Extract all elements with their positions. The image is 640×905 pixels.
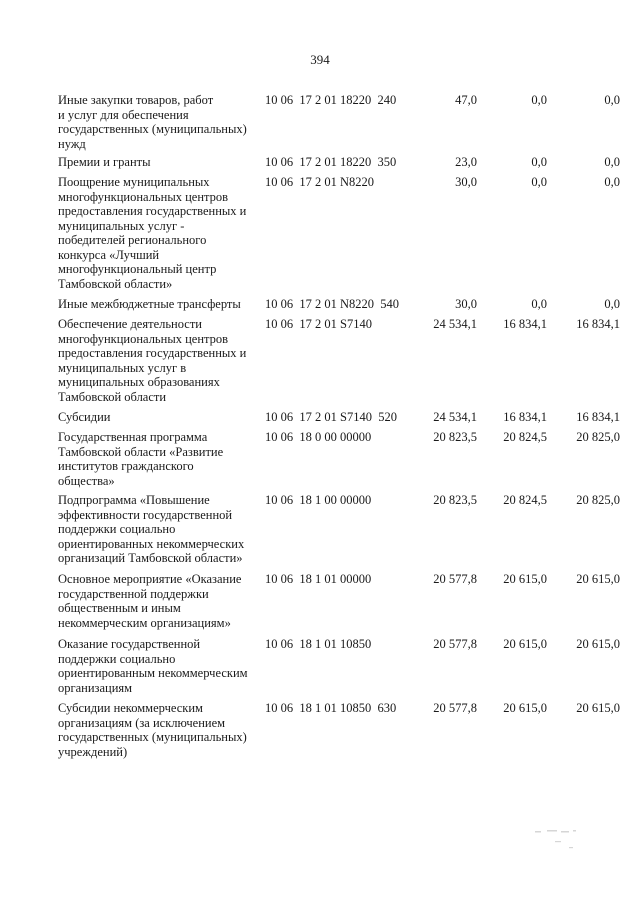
row-code: 10 06 18 1 01 10850: [265, 637, 372, 651]
row-value-2: 20 615,0: [503, 701, 547, 715]
row-value-3: 0,0: [604, 297, 620, 311]
row-name: Государственная программа Тамбовской области «Развитие институтов гражданского общества»: [58, 430, 224, 488]
row-value-1: 30,0: [455, 175, 477, 189]
row-code: 10 06 17 2 01 18220 240: [265, 93, 397, 107]
row-name: Основное мероприятие «Оказание государственной поддержки общественным и иным некоммерческим организациям»: [58, 572, 242, 630]
row-code: 10 06 18 1 01 10850 630: [265, 701, 397, 715]
row-value-2: 20 615,0: [503, 572, 547, 586]
row-name: Субсидии некоммерческим организациям (за исключением государственных (муниципальных) учреждений): [58, 701, 247, 759]
row-value-3: 16 834,1: [576, 410, 620, 424]
row-value-2: 20 824,5: [503, 430, 547, 444]
row-value-1: 20 577,8: [433, 572, 477, 586]
row-name: Иные межбюджетные трансферты: [58, 297, 241, 311]
row-code: 10 06 17 2 01 N8220 540: [265, 297, 400, 311]
row-value-2: 20 615,0: [503, 637, 547, 651]
row-name: Премии и гранты: [58, 155, 151, 169]
row-value-2: 20 824,5: [503, 493, 547, 507]
scan-smudge: [533, 825, 593, 865]
row-name: Подпрограмма «Повышение эффективности государственной поддержки социально ориентированных некоммерческих организаций Тамбовской области»: [58, 493, 245, 565]
row-value-1: 20 823,5: [433, 430, 477, 444]
row-value-3: 0,0: [604, 175, 620, 189]
row-value-3: 20 825,0: [576, 493, 620, 507]
row-name: Обеспечение деятельности многофункциональных центров предоставления государственных и муниципальных услуг в муниципальных образованиях Тамбовской области: [58, 317, 247, 404]
row-value-3: 20 615,0: [576, 572, 620, 586]
row-value-1: 20 823,5: [433, 493, 477, 507]
row-name: Поощрение муниципальных многофункциональных центров предоставления государственных и муниципальных услуг - победителей регионального конкурса «Лучший многофункциональный центр Тамбовской области»: [58, 175, 247, 291]
row-value-3: 0,0: [604, 155, 620, 169]
row-code: 10 06 17 2 01 S7140 520: [265, 410, 397, 424]
row-code: 10 06 18 0 00 00000: [265, 430, 372, 444]
row-value-1: 24 534,1: [433, 317, 477, 331]
row-value-1: 47,0: [455, 93, 477, 107]
row-value-3: 20 615,0: [576, 637, 620, 651]
row-value-3: 20 825,0: [576, 430, 620, 444]
row-value-1: 20 577,8: [433, 637, 477, 651]
row-value-2: 0,0: [531, 93, 547, 107]
row-value-1: 30,0: [455, 297, 477, 311]
row-value-3: 0,0: [604, 93, 620, 107]
row-code: 10 06 18 1 00 00000: [265, 493, 372, 507]
row-value-2: 0,0: [531, 155, 547, 169]
row-name: Иные закупки товаров, работ и услуг для обеспечения государственных (муниципальных) нужд: [58, 93, 247, 151]
row-name: Субсидии: [58, 410, 111, 424]
row-value-2: 16 834,1: [503, 410, 547, 424]
row-value-2: 16 834,1: [503, 317, 547, 331]
row-code: 10 06 17 2 01 N8220: [265, 175, 375, 189]
row-value-3: 20 615,0: [576, 701, 620, 715]
row-value-1: 23,0: [455, 155, 477, 169]
row-value-1: 24 534,1: [433, 410, 477, 424]
row-code: 10 06 17 2 01 S7140: [265, 317, 372, 331]
row-name: Оказание государственной поддержки социально ориентированным некоммерческим организациям: [58, 637, 248, 695]
scan-noise-graphic: [533, 825, 593, 865]
row-value-3: 16 834,1: [576, 317, 620, 331]
row-code: 10 06 18 1 01 00000: [265, 572, 372, 586]
page-number: 394: [310, 52, 330, 67]
row-value-1: 20 577,8: [433, 701, 477, 715]
row-value-2: 0,0: [531, 297, 547, 311]
row-value-2: 0,0: [531, 175, 547, 189]
row-code: 10 06 17 2 01 18220 350: [265, 155, 397, 169]
